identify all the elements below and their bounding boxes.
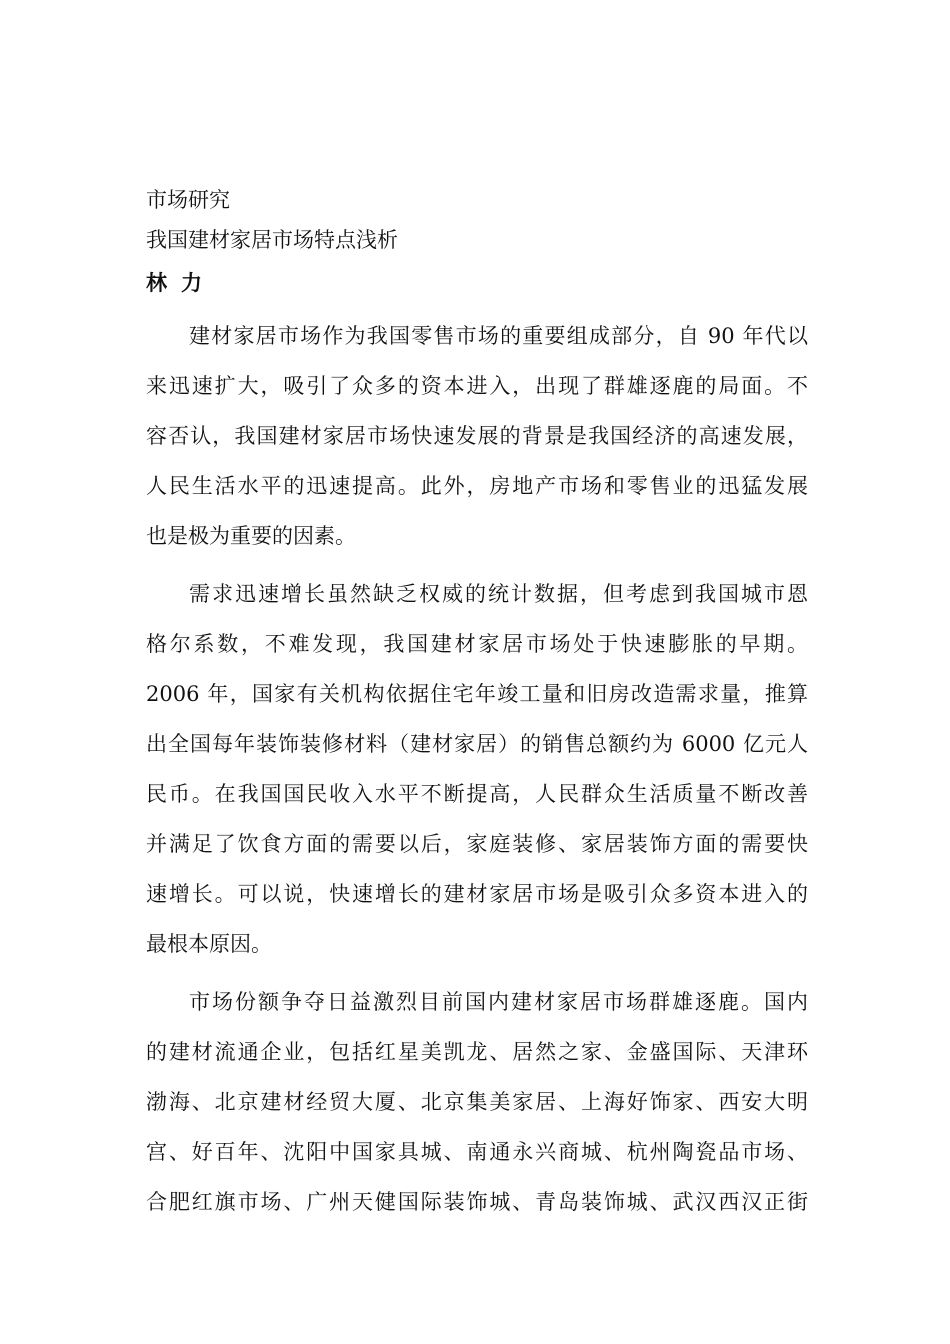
paragraph-line: 最根本原因。	[146, 932, 272, 956]
article-body	[146, 180, 808, 1227]
paragraph-line: 并满足了饮食方面的需要以后，家庭装修、家居装饰方面的需要快	[146, 832, 808, 856]
paragraph-2	[146, 569, 808, 969]
paragraph-line: 人民生活水平的迅速提高。此外，房地产市场和零售业的迅猛发展	[146, 474, 808, 498]
paragraph-line: 民币。在我国国民收入水平不断提高，人民群众生活质量不断改善	[146, 782, 808, 806]
article-title: 我国建材家居市场特点浅析	[146, 228, 398, 252]
paragraph-line: 速增长。可以说，快速增长的建材家居市场是吸引众多资本进入的	[146, 882, 808, 906]
paragraph-line: 格尔系数，不难发现，我国建材家居市场处于快速膨胀的早期。	[146, 632, 808, 656]
paragraph-line: 出全国每年装饰装修材料（建材家居）的销售总额约为 6000 亿元人	[146, 732, 808, 756]
paragraph-line: 容否认，我国建材家居市场快速发展的背景是我国经济的高速发展，	[146, 424, 808, 448]
section-label: 市场研究	[146, 188, 230, 212]
paragraph-line: 需求迅速增长虽然缺乏权威的统计数据，但考虑到我国城市恩	[189, 582, 808, 606]
article-author: 林力	[146, 270, 216, 295]
paragraph-1	[146, 311, 808, 561]
paragraph-line: 合肥红旗市场、广州天健国际装饰城、青岛装饰城、武汉西汉正街	[146, 1190, 808, 1214]
paragraph-line: 渤海、北京建材经贸大厦、北京集美家居、上海好饰家、西安大明	[146, 1090, 808, 1114]
paragraph-line: 2006 年，国家有关机构依据住宅年竣工量和旧房改造需求量，推算	[146, 682, 808, 706]
paragraph-line: 来迅速扩大，吸引了众多的资本进入，出现了群雄逐鹿的局面。不	[146, 374, 808, 398]
paragraph-3	[146, 977, 808, 1227]
paragraph-line: 市场份额争夺日益激烈目前国内建材家居市场群雄逐鹿。国内	[189, 990, 808, 1014]
paragraph-line: 宫、好百年、沈阳中国家具城、南通永兴商城、杭州陶瓷品市场、	[146, 1140, 808, 1164]
paragraph-line: 也是极为重要的因素。	[146, 524, 356, 548]
paragraph-line: 建材家居市场作为我国零售市场的重要组成部分，自 90 年代以	[189, 324, 808, 348]
paragraph-line: 的建材流通企业，包括红星美凯龙、居然之家、金盛国际、天津环	[146, 1040, 808, 1064]
